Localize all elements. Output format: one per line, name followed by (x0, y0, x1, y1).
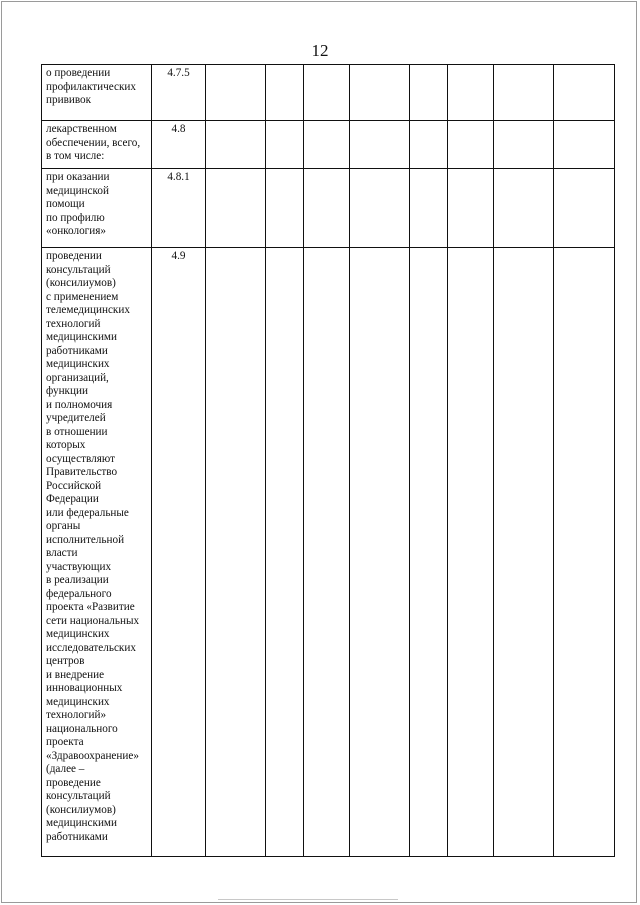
row-label-line: консультаций (46, 263, 111, 276)
row-label-line: технологий (46, 317, 101, 330)
row-label-line: участвующих (46, 560, 112, 573)
empty-value-cell[interactable] (266, 169, 304, 248)
empty-value-cell[interactable] (554, 65, 615, 121)
empty-value-cell[interactable] (266, 248, 304, 857)
row-label-line: и полномочия (46, 398, 113, 411)
row-label-line: функции (46, 385, 88, 397)
report-table (41, 64, 615, 857)
table-row (42, 65, 615, 121)
empty-value-cell[interactable] (410, 248, 448, 857)
row-label-line: по профилю (46, 211, 105, 224)
row-label-line: работниками (46, 344, 108, 357)
row-code-cell: 4.8.1 (152, 169, 206, 248)
row-label-line: и внедрение (46, 668, 105, 681)
row-label-line: телемедицинских (46, 304, 130, 316)
row-label-line: (консилиумов) (46, 803, 116, 816)
row-label-line: исполнительной (46, 533, 125, 546)
row-label-line: медицинских (46, 358, 110, 370)
row-label-line: (консилиумов) (46, 277, 116, 289)
row-label-line: национального (46, 722, 118, 735)
empty-value-cell[interactable] (350, 121, 410, 169)
row-label-line: медицинскими (46, 817, 117, 829)
row-label-line: учредителей (46, 412, 106, 424)
row-label-line: исследовательских (46, 641, 136, 654)
row-label-line: или федеральные (46, 506, 129, 519)
row-label-cell (42, 65, 152, 121)
row-label-line: которых (46, 439, 86, 451)
row-label-cell (42, 169, 152, 248)
row-label-line: органы (46, 520, 81, 532)
empty-value-cell[interactable] (304, 169, 350, 248)
empty-value-cell[interactable] (304, 248, 350, 857)
empty-value-cell[interactable] (304, 65, 350, 121)
empty-value-cell[interactable] (206, 65, 266, 121)
row-label-line: центров (46, 655, 85, 667)
row-label-line: Федерации (46, 493, 99, 505)
row-label-line: о проведении (46, 67, 111, 79)
empty-value-cell[interactable] (350, 248, 410, 857)
row-label-line: сети национальных (46, 614, 140, 627)
empty-value-cell[interactable] (554, 121, 615, 169)
empty-value-cell[interactable] (206, 121, 266, 169)
row-label-line: «онкология» (46, 225, 106, 237)
footer-mark (218, 899, 398, 901)
row-label-line: в реализации (46, 574, 109, 586)
row-label-line: медицинских (46, 628, 110, 640)
empty-value-cell[interactable] (448, 121, 494, 169)
row-label-line: «Здравоохранение» (46, 749, 139, 762)
row-code-cell: 4.8 (152, 121, 206, 169)
row-label-line: проведение (46, 776, 101, 789)
table-row (42, 248, 615, 857)
row-label-cell (42, 248, 152, 857)
empty-value-cell[interactable] (266, 65, 304, 121)
row-label-line: консультаций (46, 790, 111, 802)
row-label-line: помощи (46, 198, 85, 210)
row-label-line: при оказании (46, 171, 110, 183)
row-label-line: медицинскими (46, 331, 117, 343)
row-label-line: прививок (46, 94, 92, 106)
row-label-cell (42, 121, 152, 169)
row-label-line: медицинских (46, 695, 110, 708)
row-label-line: технологий» (46, 709, 107, 721)
empty-value-cell[interactable] (494, 169, 554, 248)
empty-value-cell[interactable] (494, 65, 554, 121)
empty-value-cell[interactable] (448, 65, 494, 121)
empty-value-cell[interactable] (494, 248, 554, 857)
row-label-line: профилактических (46, 80, 136, 93)
empty-value-cell[interactable] (448, 169, 494, 248)
row-label-line: Правительство (46, 466, 118, 478)
empty-value-cell[interactable] (410, 121, 448, 169)
empty-value-cell[interactable] (350, 65, 410, 121)
empty-value-cell[interactable] (266, 121, 304, 169)
row-label-line: проекта (46, 736, 84, 748)
empty-value-cell[interactable] (554, 169, 615, 248)
row-label-line: федерального (46, 587, 112, 600)
empty-value-cell[interactable] (304, 121, 350, 169)
row-code-cell: 4.9 (152, 248, 206, 857)
row-label-line: с применением (46, 290, 119, 303)
empty-value-cell[interactable] (448, 248, 494, 857)
table-row (42, 169, 615, 248)
row-label-line: проведении (46, 250, 102, 262)
empty-value-cell[interactable] (410, 65, 448, 121)
empty-value-cell[interactable] (554, 248, 615, 857)
row-label-line: лекарственном (46, 123, 117, 135)
row-label-line: медицинской (46, 184, 109, 197)
row-label-line: проекта «Развитие (46, 601, 135, 613)
row-label-line: Российской (46, 479, 102, 492)
table-row (42, 121, 615, 169)
row-label-line: власти (46, 547, 78, 559)
row-label-line: осуществляют (46, 452, 115, 465)
row-label-line: организаций, (46, 371, 109, 384)
empty-value-cell[interactable] (206, 248, 266, 857)
empty-value-cell[interactable] (494, 121, 554, 169)
empty-value-cell[interactable] (350, 169, 410, 248)
page-number: 12 (311, 41, 329, 60)
row-label-line: в отношении (46, 425, 108, 438)
row-code-cell: 4.7.5 (152, 65, 206, 121)
row-label-line: инновационных (46, 682, 123, 694)
row-label-line: работниками (46, 830, 108, 843)
row-label-line: обеспечении, всего, (46, 136, 141, 149)
row-label-line: (далее – (46, 763, 85, 775)
empty-value-cell[interactable] (410, 169, 448, 248)
empty-value-cell[interactable] (206, 169, 266, 248)
row-label-line: в том числе: (46, 150, 105, 162)
